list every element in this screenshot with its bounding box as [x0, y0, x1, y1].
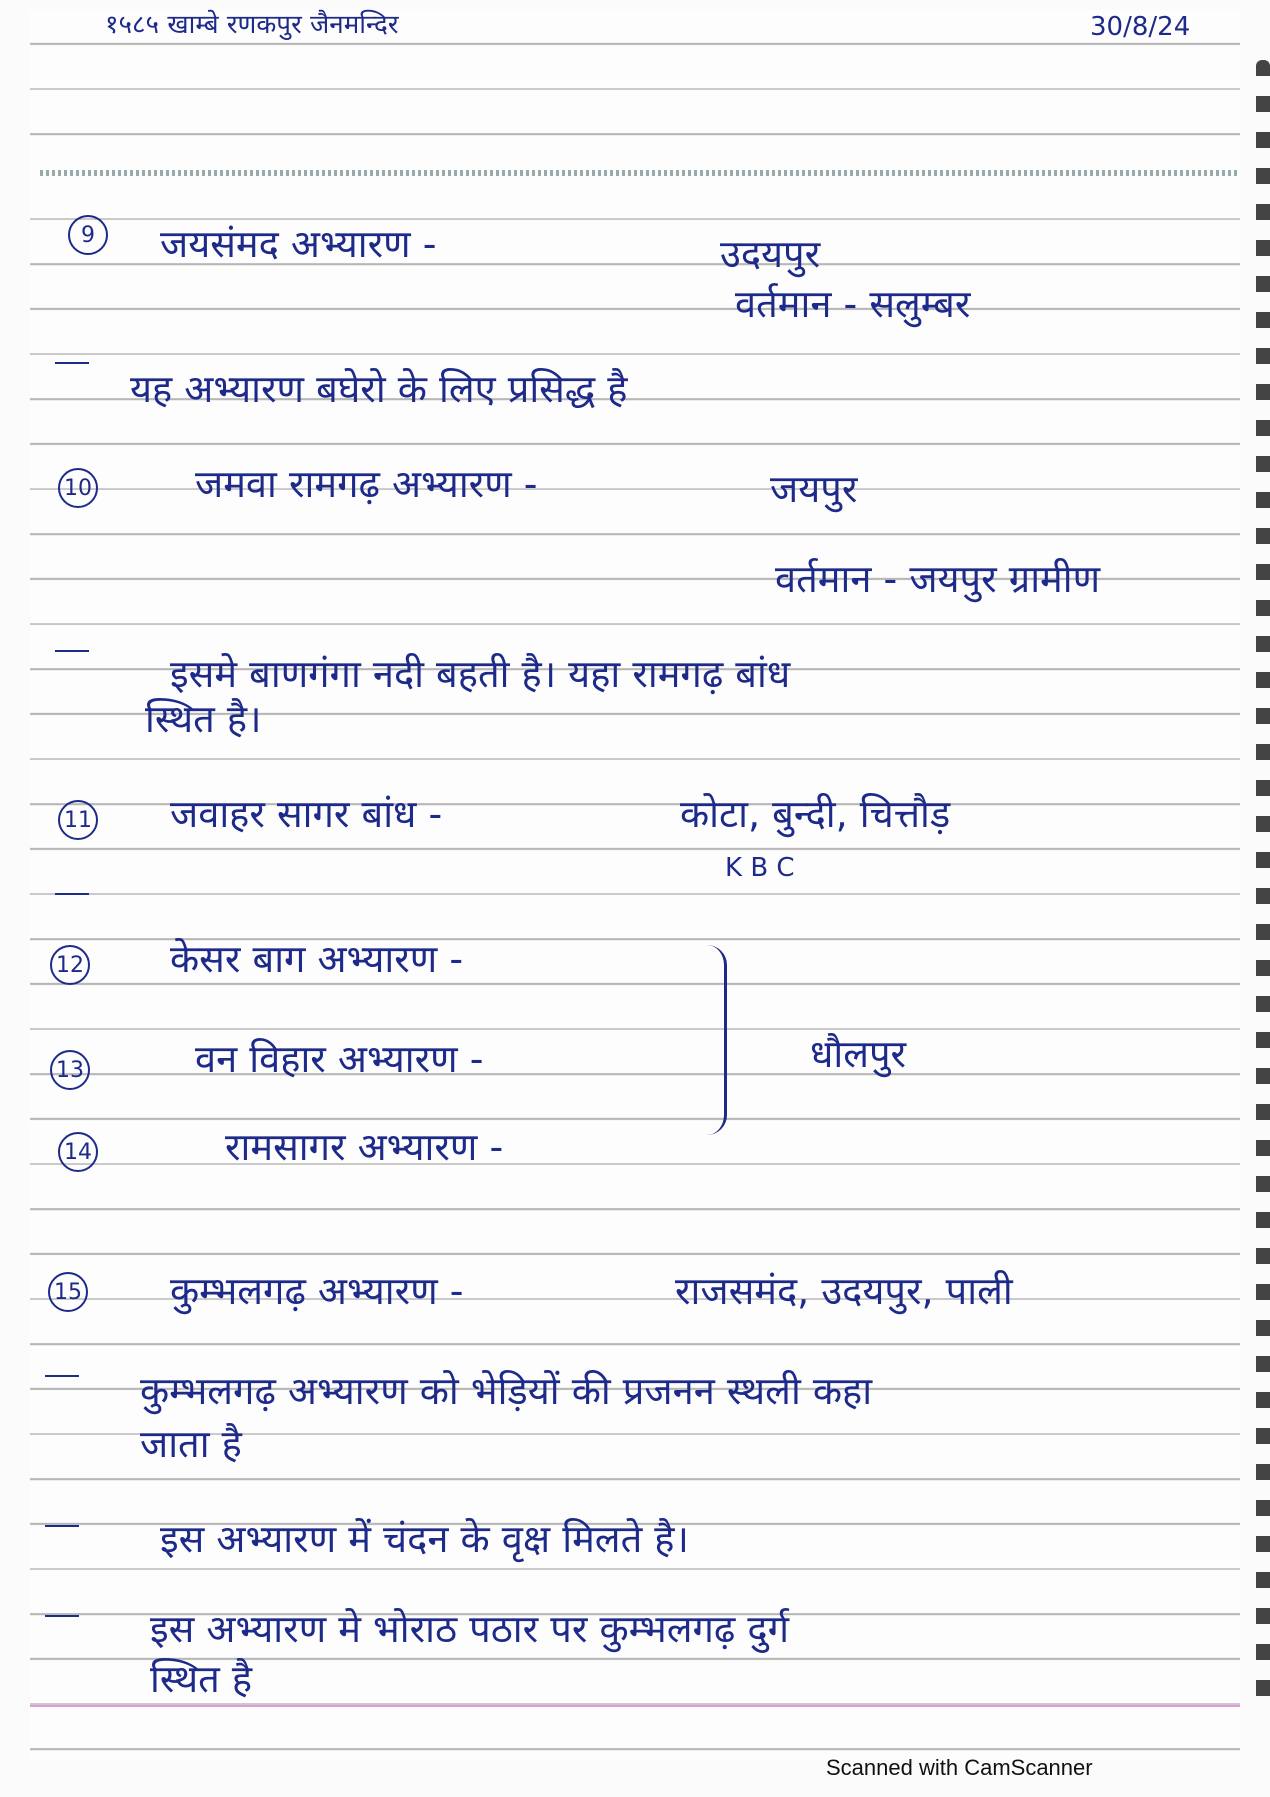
entry-district: राजसमंद, उदयपुर, पाली	[675, 1269, 1013, 1313]
entry-note: स्थित है।	[145, 697, 262, 741]
entry-note: इस अभ्यारण में चंदन के वृक्ष मिलते है।	[160, 1517, 689, 1561]
notebook-page	[30, 10, 1240, 1760]
entry-present: वर्तमान - जयपुर ग्रामीण	[775, 557, 1101, 601]
entry-number: 11	[58, 800, 98, 840]
bullet-dash	[45, 1615, 79, 1617]
entry-district: उदयपुर	[720, 232, 821, 276]
entry-number: 14	[58, 1132, 98, 1172]
bullet-dash	[55, 893, 89, 895]
entry-title: कुम्भलगढ़ अभ्यारण -	[170, 1269, 464, 1313]
spiral-binding	[1256, 60, 1270, 1710]
entry-district: जयपुर	[770, 467, 858, 511]
entry-number: 12	[50, 945, 90, 985]
entry-note: कुम्भलगढ़ अभ्यारण को भेड़ियों की प्रजनन स्थली कहा	[140, 1369, 873, 1413]
entry-title: जवाहर सागर बांध -	[170, 792, 443, 836]
entry-district: कोटा, बुन्दी, चित्तौड़	[680, 792, 951, 836]
entry-title: केसर बाग अभ्यारण -	[170, 937, 464, 981]
entry-title: वन विहार अभ्यारण -	[195, 1037, 484, 1081]
entry-note: जाता है	[140, 1422, 242, 1466]
bullet-dash	[55, 362, 89, 364]
entry-present: वर्तमान - सलुम्बर	[735, 282, 971, 326]
entry-number: 9	[68, 215, 108, 255]
bullet-dash	[55, 650, 89, 652]
decorative-border	[40, 170, 1240, 176]
grouping-brace	[700, 945, 727, 1135]
entry-title: जमवा रामगढ़ अभ्यारण -	[195, 462, 538, 506]
entry-abbr: K B C	[725, 853, 795, 883]
entry-title: रामसागर अभ्यारण -	[225, 1125, 504, 1169]
bullet-dash	[45, 1375, 79, 1377]
entry-number: 13	[50, 1050, 90, 1090]
header-note: १५८५ खाम्बे रणकपुर जैनमन्दिर	[105, 10, 399, 40]
bullet-dash	[45, 1525, 79, 1527]
bottom-rule	[30, 1705, 1240, 1707]
entry-note: इस अभ्यारण मे भोराठ पठार पर कुम्भलगढ़ दुर्ग	[150, 1607, 789, 1651]
camscanner-watermark: Scanned with CamScanner	[826, 1755, 1093, 1780]
entry-note: यह अभ्यारण बघेरो के लिए प्रसिद्ध है	[130, 367, 628, 411]
group-district: धौलपुर	[810, 1032, 907, 1076]
entry-number: 15	[48, 1272, 88, 1312]
entry-number: 10	[58, 468, 98, 508]
date: 30/8/24	[1090, 12, 1191, 42]
entry-title: जयसंमद अभ्यारण -	[160, 222, 437, 266]
entry-note: स्थित है	[150, 1657, 253, 1701]
entry-note: इसमे बाणगंगा नदी बहती है। यहा रामगढ़ बांध	[170, 652, 791, 696]
